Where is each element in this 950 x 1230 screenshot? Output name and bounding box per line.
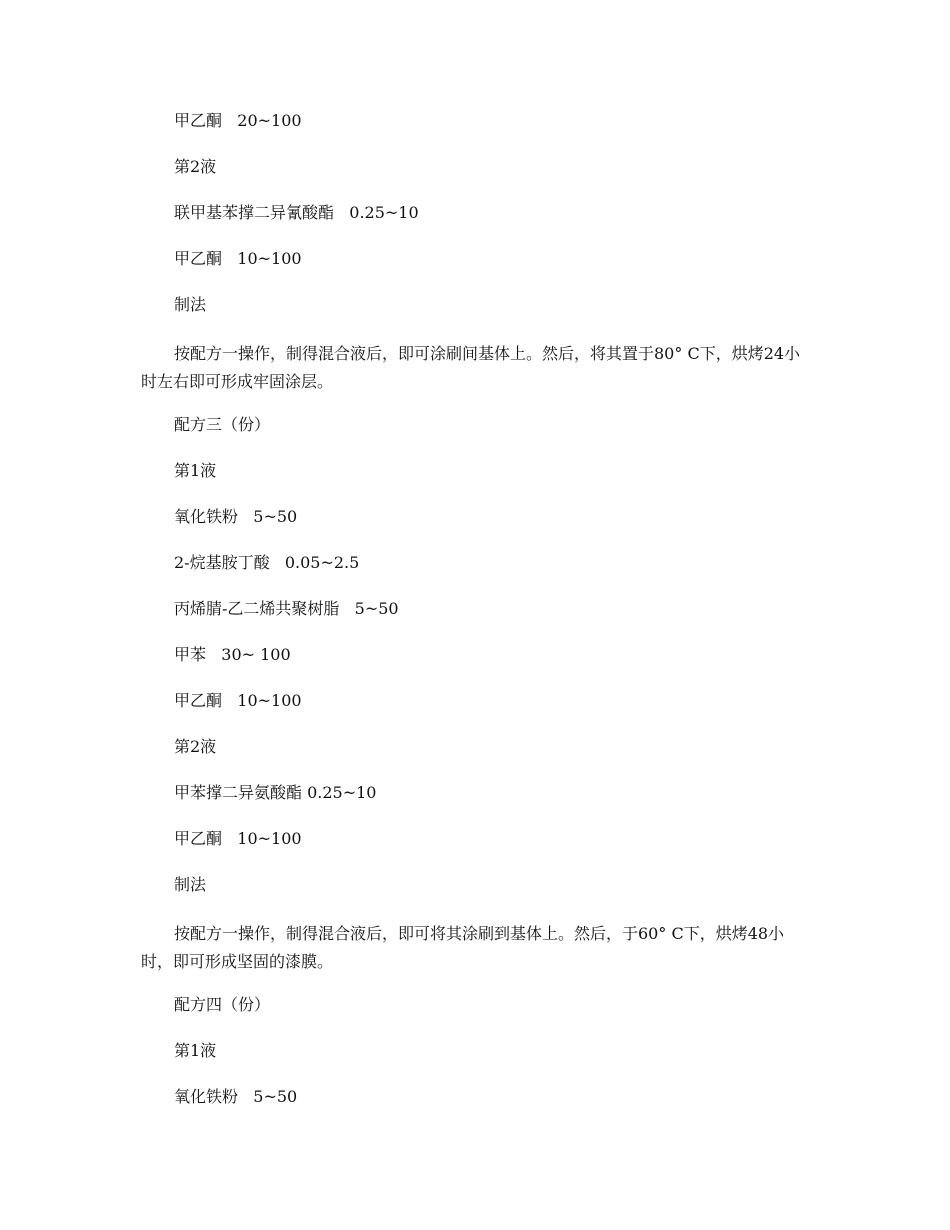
- formula-heading: 配方四（份）: [174, 995, 271, 1014]
- ingredient-line: 氧化铁粉 5~50: [174, 507, 298, 526]
- ingredient-line: 联甲基苯撑二异氰酸酯 0.25~10: [174, 203, 419, 222]
- part-heading: 第2液: [174, 737, 217, 756]
- part-heading: 第2液: [174, 157, 217, 176]
- ingredient-line: 甲苯 30~ 100: [174, 645, 291, 664]
- method-heading: 制法: [174, 875, 207, 894]
- ingredient-line: 2-烷基胺丁酸 0.05~2.5: [174, 553, 360, 572]
- ingredient-line: 甲苯撑二异氨酸酯 0.25~10: [174, 783, 377, 802]
- document-body: [141, 110, 811, 1132]
- formula-heading: 配方三（份）: [174, 415, 271, 434]
- ingredient-line: 甲乙酮 10~100: [174, 691, 302, 710]
- ingredient-line: 甲乙酮 10~100: [174, 249, 302, 268]
- method-paragraph: 按配方一操作，制得混合液后，即可将其涂刷到基体上。然后，于60° C下，烘烤48小时，即可形成坚固的漆膜。: [141, 924, 785, 971]
- method-heading: 制法: [174, 295, 207, 314]
- ingredient-line: 甲乙酮 20~100: [174, 111, 302, 130]
- method-paragraph: 按配方一操作，制得混合液后，即可涂刷间基体上。然后，将其置于80° C下，烘烤24小时左右即可形成牢固涂层。: [141, 344, 801, 391]
- ingredient-line: 氧化铁粉 5~50: [174, 1087, 298, 1106]
- ingredient-line: 丙烯腈-乙二烯共聚树脂 5~50: [174, 599, 399, 618]
- part-heading: 第1液: [174, 461, 217, 480]
- part-heading: 第1液: [174, 1041, 217, 1060]
- ingredient-line: 甲乙酮 10~100: [174, 829, 302, 848]
